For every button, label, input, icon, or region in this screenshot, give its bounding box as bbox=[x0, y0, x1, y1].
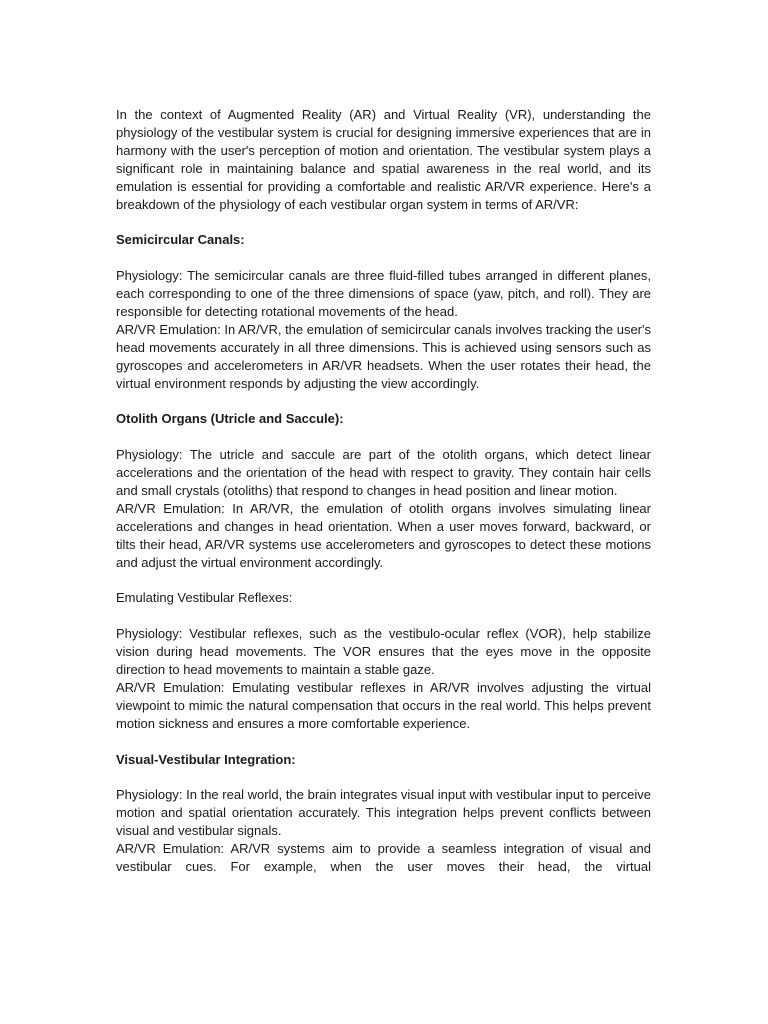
intro-paragraph: In the context of Augmented Reality (AR) and Virtual Reality (VR), understanding the physiology of the vestibular system is crucial for designing immersive experiences that are in harmony with the user's perception of motion and orientation. The vestibular system plays a significant role in maintaining balance and spatial awareness in the real world, and its emulation is essential for providing a comfortable and realistic AR/VR experience. Here's a breakdown of the physiology of each vestibular organ system in terms of AR/VR: bbox=[116, 107, 651, 212]
section-heading-otolith-organs: Otolith Organs (Utricle and Saccule): bbox=[116, 411, 344, 427]
otolith-emulation-paragraph: AR/VR Emulation: In AR/VR, the emulation of otolith organs involves simulating linear accelerations and changes in head orientation. When a user moves forward, backward, or tilts their head, AR/VR systems use accelerometers and gyroscopes to detect these motions and adjust the virtual environment accordingly. bbox=[116, 500, 651, 570]
reflexes-physiology-paragraph: Physiology: Vestibular reflexes, such as the vestibulo-ocular reflex (VOR), help stabilize vision during head movements. The VOR ensures that the eyes move in the opposite direction to head movements to maintain a stable gaze. bbox=[116, 626, 651, 677]
semicircular-physiology-paragraph: Physiology: The semicircular canals are three fluid-filled tubes arranged in different planes, each corresponding to one of the three dimensions of space (yaw, pitch, and roll). They are responsible for detecting rotational movements of the head. bbox=[116, 268, 651, 319]
section-heading-visual-vestibular-integration: Visual-Vestibular Integration: bbox=[116, 751, 296, 767]
document-body bbox=[116, 106, 651, 876]
reflexes-emulation-paragraph: AR/VR Emulation: Emulating vestibular reflexes in AR/VR involves adjusting the virtual viewpoint to mimic the natural compensation that occurs in the real world. This helps prevent motion sickness and ensures a more comfortable experience. bbox=[116, 679, 651, 731]
semicircular-emulation-paragraph: AR/VR Emulation: In AR/VR, the emulation of semicircular canals involves tracking the user's head movements accurately in all three dimensions. This is achieved using sensors such as gyroscopes and accelerometers in AR/VR headsets. When the user rotates their head, the virtual environment responds by adjusting the view accordingly. bbox=[116, 321, 651, 391]
section-heading-semicircular-canals: Semicircular Canals: bbox=[116, 232, 245, 248]
otolith-physiology-paragraph: Physiology: The utricle and saccule are part of the otolith organs, which detect linear accelerations and the orientation of the head with respect to gravity. They contain hair cells and small crystals (otoliths) that respond to changes in head position and linear motion. bbox=[116, 447, 651, 498]
integration-emulation-paragraph: AR/VR Emulation: AR/VR systems aim to provide a seamless integration of visual and vestibular cues. For example, when the user moves their head, the virtual bbox=[116, 841, 651, 874]
section-heading-vestibular-reflexes: Emulating Vestibular Reflexes: bbox=[116, 590, 293, 606]
integration-physiology-paragraph: Physiology: In the real world, the brain integrates visual input with vestibular input to perceive motion and spatial orientation accurately. This integration helps prevent conflicts between visual and vestibular signals. bbox=[116, 787, 651, 839]
